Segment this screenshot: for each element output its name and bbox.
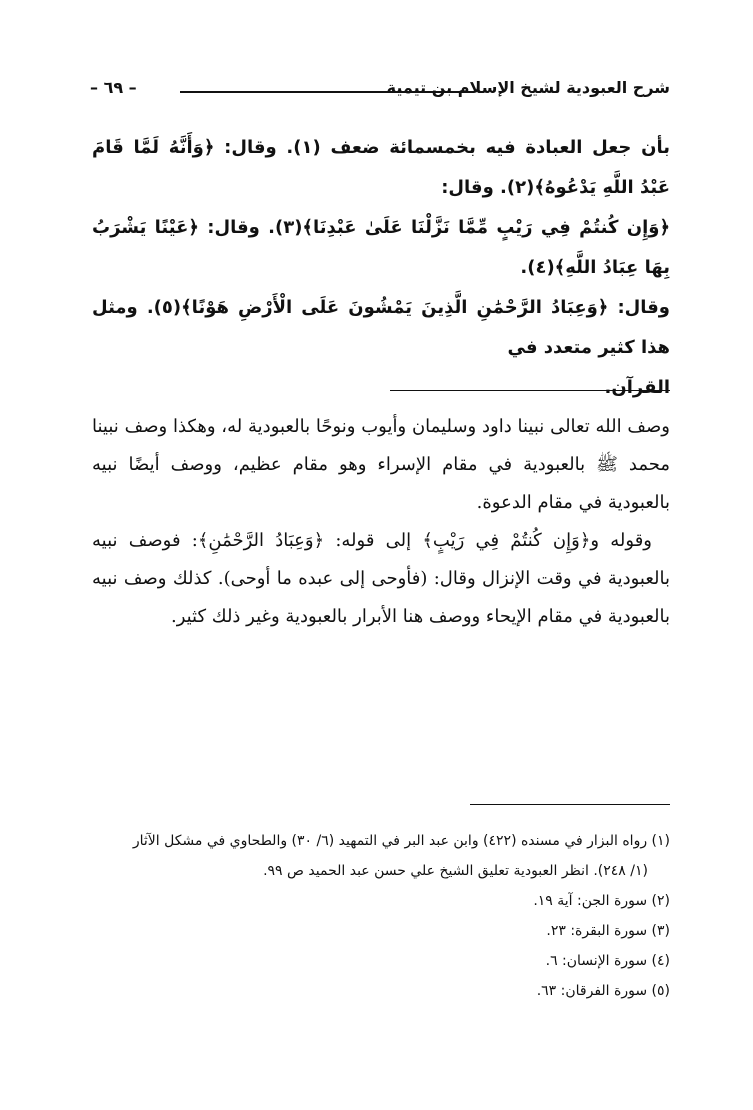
- section-divider: [390, 390, 670, 391]
- matn-line: بأن جعل العبادة فيه بخمسمائة ضعف (١). وقال: ﴿وَأَنَّهُ لَمَّا قَامَ عَبْدُ اللَّهِ يَدْعُوهُ﴾(٢). وقال:: [92, 137, 670, 198]
- matn-line: القرآن.: [604, 377, 670, 398]
- header-rule: [180, 91, 472, 93]
- matn-line: وقال: ﴿وَعِبَادُ الرَّحْمَٰنِ الَّذِينَ يَمْشُونَ عَلَى الْأَرْضِ هَوْنًا﴾(٥). ومثل هذا كثير متعدد في: [92, 297, 670, 358]
- sharh-paragraph: وقوله و﴿وَإِن كُنتُمْ فِي رَيْبٍ﴾ إلى قوله: ﴿وَعِبَادُ الرَّحْمَٰنِ﴾: فوصف نبيه بالعبودية في وقت الإنزال وقال: (فأوحى إلى عبده ما أوحى). كذلك وصف نبيه بالعبودية في مقام الإيحاء ووصف هنا الأبرار بالعبودية وغير ذلك كثير.: [92, 530, 670, 627]
- matn-line: ﴿وَإِن كُنتُمْ فِي رَيْبٍ مِّمَّا نَزَّلْنَا عَلَىٰ عَبْدِنَا﴾(٣). وقال: ﴿عَيْنًا يَشْرَبُ بِهَا عِبَادُ اللَّهِ﴾(٤).: [92, 217, 670, 278]
- sharh-text: [92, 408, 670, 636]
- header-title: شرح العبودية لشيخ الإسلام بن تيمية: [386, 78, 670, 97]
- footnote-1-continued: (١/ ٢٤٨). انظر العبودية تعليق الشيخ علي حسن عبد الحميد ص ٩٩.: [263, 863, 648, 879]
- footnote-1: (١) رواه البزار في مسنده (٤٢٢) وابن عبد البر في التمهيد (٦/ ٣٠) والطحاوي في مشكل الآثار: [132, 833, 670, 849]
- running-header: [90, 78, 670, 104]
- page-number: – ٦٩ –: [90, 78, 137, 97]
- footnote-2: (٢) سورة الجن: آية ١٩.: [533, 893, 670, 909]
- footnote-3: (٣) سورة البقرة: ٢٣.: [546, 923, 670, 939]
- footnote-5: (٥) سورة الفرقان: ٦٣.: [536, 983, 670, 999]
- sharh-paragraph: وصف الله تعالى نبينا داود وسليمان وأيوب ونوحًا بالعبودية له، وهكذا وصف نبينا محمد ﷺ بالعبودية في مقام الإسراء وهو مقام عظيم، ووصف أيضًا نبيه بالعبودية في مقام الدعوة.: [92, 416, 670, 513]
- matn-text: [92, 128, 670, 408]
- footnotes: [92, 826, 670, 1006]
- footnote-4: (٤) سورة الإنسان: ٦.: [545, 953, 670, 969]
- footnote-divider: [470, 804, 670, 805]
